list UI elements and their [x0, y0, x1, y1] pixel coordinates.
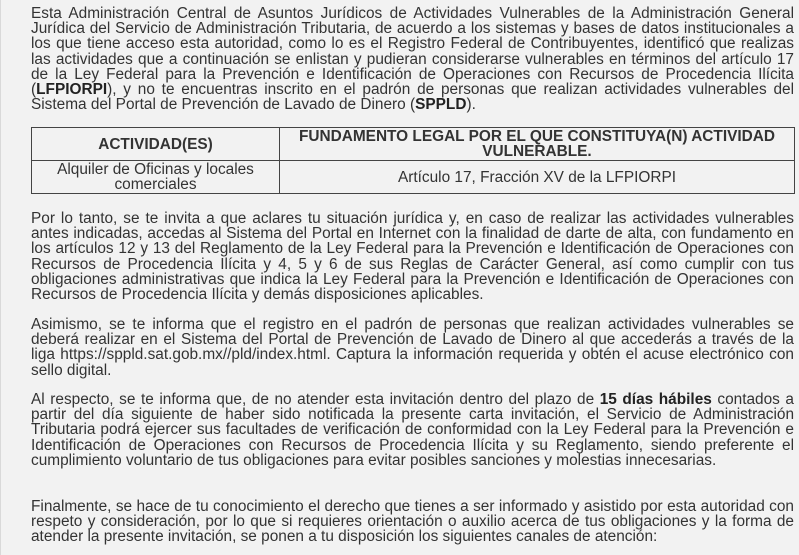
intro-text-b: ), y no te encuentras inscrito en el padrón de personas que realizan actividades vulnerables del Sistema del Portal de Prevención de Lavado de Dinero (: [31, 81, 794, 114]
table-header-row: [32, 128, 795, 161]
lfpiorpi-acronym: LFPIORPI: [36, 81, 108, 99]
header-activity: ACTIVIDAD(ES): [32, 128, 280, 161]
header-legal-basis: FUNDAMENTO LEGAL POR EL QUE CONSTITUYA(N) ACTIVIDAD VULNERABLE.: [280, 128, 795, 161]
rights-paragraph: Finalmente, se hace de tu conocimiento el derecho que tienes a ser informado y asistido por esta autoridad con respeto y consideración, por lo que si requieres orientación o auxilio acerca de tus obligaciones y la forma de atender la presente invitación, se ponen a tu disposición los siguientes canales de atención:: [31, 498, 794, 546]
invitation-paragraph: Por lo tanto, se te invita a que aclares tu situación jurídica y, en caso de realizar las actividades vulnerables antes indicadas, accedas al Sistema del Portal en Internet con la finalidad de darte de alta, con fundamento en los artículos 12 y 13 del Reglamento de la Ley Federal para la Prevención e Identificación de Operaciones con Recursos de Procedencia Ilícita y 4, 5 y 6 de sus Reglas de Carácter General, así como cumplir con tus obligaciones administrativas que indica la Ley Federal para la Prevención e Identificación de Operaciones con Recursos de Procedencia Ilícita y demás disposiciones aplicables.: [31, 210, 794, 304]
table-row: [32, 161, 795, 194]
deadline-days: 15 días hábiles: [599, 391, 712, 408]
deadline-text-b: contados a partir del día siguiente de haber sido notificada la presente carta invitación, el Servicio de Administración Tributaria podrá ejercer sus facultades de verificación de conformidad con la Ley Federal para la Prevención e Identificación de Operaciones con Recursos de Procedencia Ilícita y su Reglamento, siendo preferente el cumplimiento voluntario de tus obligaciones para evitar posibles sanciones y molestias innecesarias.: [31, 391, 794, 469]
intro-text-c: ).: [466, 96, 476, 114]
legal-basis-cell: Artículo 17, Fracción XV de la LFPIORPI: [280, 161, 795, 194]
intro-text-a: Esta Administración Central de Asuntos Jurídicos de Actividades Vulnerables de la Administración General Jurídica del Servicio de Administración Tributaria, de acuerdo a los sistemas y bases de datos institucionales a los que tiene acceso esta autoridad, como lo es el Registro Federal de Contribuyentes, identificó que realizas las actividades que a continuación se enlistan y pudieran considerarse vulnerables en términos del artículo 17 de la Ley Federal para la Prevención e Identificación de Operaciones con Recursos de Procedencia Ilícita (: [31, 5, 794, 99]
activities-table: [31, 127, 795, 194]
intro-paragraph: [31, 6, 794, 112]
registration-paragraph: Asimismo, se te informa que el registro en el padrón de personas que realizan actividades vulnerables se deberá realizar en el Sistema del Portal de Prevención de Lavado de Dinero al que accederás a través de la liga https://sppld.sat.gob.mx//pld/index.html. Captura la información requerida y obtén el acuse electrónico con sello digital.: [31, 316, 794, 379]
sppld-acronym: SPPLD: [415, 96, 467, 114]
deadline-text-a: Al respecto, se te informa que, de no atender esta invitación dentro del plazo de: [31, 391, 600, 408]
activity-cell: Alquiler de Oficinas y locales comerciales: [32, 161, 280, 194]
deadline-paragraph: [31, 392, 794, 468]
